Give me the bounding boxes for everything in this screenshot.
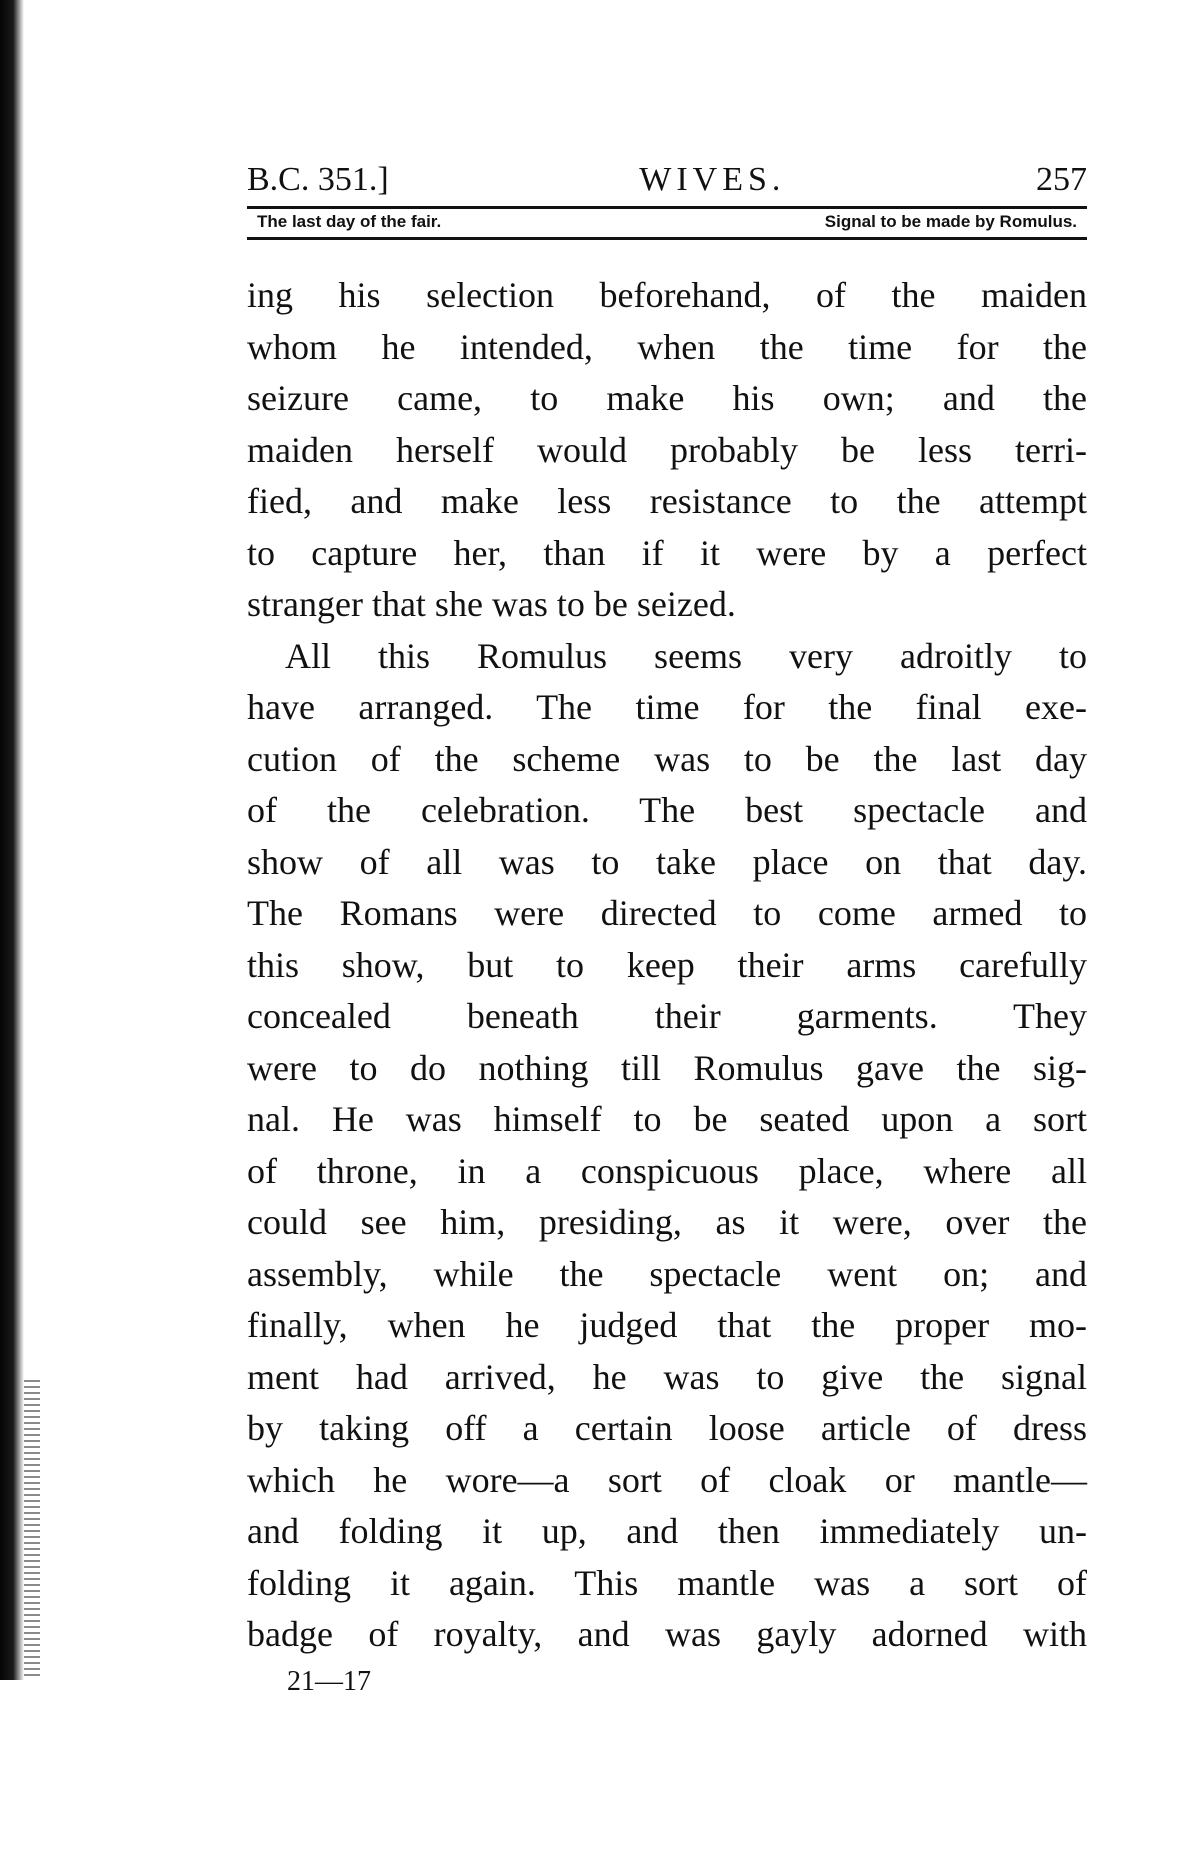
text-line: badge of royalty, and was gayly adorned with [247, 1614, 1087, 1654]
text-line: fied, and make less resistance to the attempt [247, 481, 1087, 521]
side-headings [247, 209, 1087, 235]
text-line: which he wore—a sort of cloak or mantle— [247, 1459, 1087, 1500]
binding-frayed-edge [24, 1380, 40, 1680]
paragraph-2 [247, 631, 1087, 1661]
text-line: assembly, while the spectacle went on; and [247, 1253, 1087, 1294]
text-line: folding it again. This mantle was a sort of [247, 1562, 1087, 1603]
book-page [247, 160, 1087, 1699]
page-number: 257 [1036, 161, 1087, 198]
text-line: show of all was to take place on that day. [247, 841, 1087, 882]
text-line: finally, when he judged that the proper mo- [247, 1305, 1087, 1345]
text-line: maiden herself would probably be less terri- [247, 429, 1087, 470]
text-line: could see him, presiding, as it were, over the [247, 1202, 1087, 1242]
text-line: of throne, in a conspicuous place, where all [247, 1150, 1087, 1191]
running-head [247, 160, 1087, 204]
text-line: to capture her, than if it were by a perfect [247, 532, 1087, 573]
text-line: seizure came, to make his own; and the [247, 378, 1087, 418]
text-line: this show, but to keep their arms carefully [247, 944, 1087, 985]
text-line: have arranged. The time for the final exe- [247, 687, 1087, 727]
book-binding-edge [0, 0, 24, 1680]
header-title: WIVES. [639, 161, 786, 198]
subhead-right: Signal to be made by Romulus. [824, 212, 1077, 231]
text-line: of the celebration. The best spectacle and [247, 790, 1087, 830]
subhead-rule [247, 237, 1087, 240]
text-line: ing his selection beforehand, of the maiden [247, 275, 1087, 315]
body-text [247, 270, 1087, 1661]
text-line: were to do nothing till Romulus gave the sig- [247, 1047, 1087, 1088]
signature-mark: 21—17 [287, 1665, 371, 1697]
text-line: The Romans were directed to come armed to [247, 893, 1087, 933]
text-line: cution of the scheme was to be the last day [247, 738, 1087, 779]
text-line: whom he intended, when the time for the [247, 326, 1087, 367]
text-line: nal. He was himself to be seated upon a sort [247, 1099, 1087, 1139]
text-line: and folding it up, and then immediately un- [247, 1511, 1087, 1551]
subhead-left: The last day of the fair. [257, 212, 442, 231]
text-line: concealed beneath their garments. They [247, 996, 1087, 1036]
paragraph-1 [247, 270, 1087, 631]
text-line: ment had arrived, he was to give the signal [247, 1356, 1087, 1397]
text-line: All this Romulus seems very adroitly to [285, 635, 1087, 676]
text-line: by taking off a certain loose article of dress [247, 1408, 1087, 1448]
text-line: stranger that she was to be seized. [247, 584, 736, 624]
header-date: B.C. 351.] [247, 161, 389, 198]
